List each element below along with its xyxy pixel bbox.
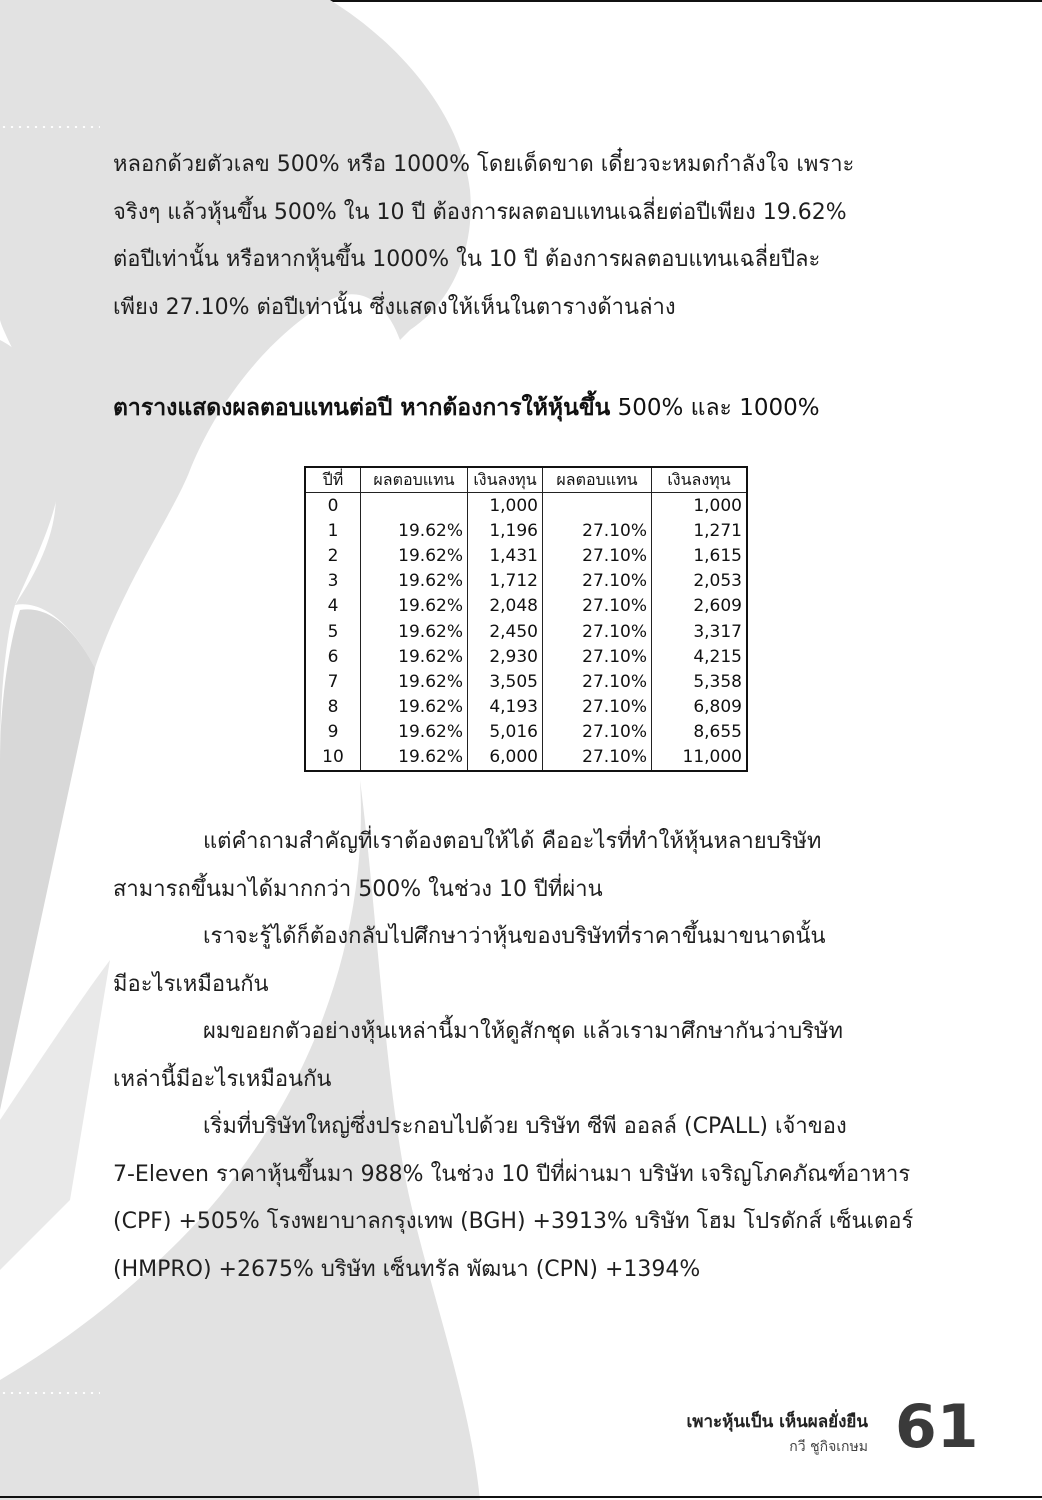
table-row (305, 695, 747, 720)
table-row (305, 518, 747, 543)
book-title: เพาะหุ้นเป็น เห็นผลยั่งยืน (686, 1412, 868, 1432)
body-line: (HMPRO) +2675% บริษัท เซ็นทรัล พัฒนา (CPN) +1394% (113, 1256, 701, 1282)
cell-year: 2 (305, 543, 361, 568)
table-title-bold: ตารางแสดงผลตอบแทนต่อปี หากต้องการให้หุ้นขึ้น (113, 395, 611, 421)
cell-investment-500: 4,193 (468, 695, 543, 720)
cell-return-1000: 27.10% (543, 569, 652, 594)
cell-year: 3 (305, 569, 361, 594)
body-line: 7-Eleven ราคาหุ้นขึ้นมา 988% ในช่วง 10 ปีที่ผ่านมา บริษัท เจริญโภคภัณฑ์อาหาร (113, 1161, 911, 1187)
cell-return-1000: 27.10% (543, 543, 652, 568)
body-paragraph-4 (113, 1103, 951, 1293)
cell-year: 9 (305, 720, 361, 745)
cell-investment-1000: 6,809 (652, 695, 748, 720)
header-return-500: ผลตอบแทน (361, 467, 468, 493)
cell-year: 1 (305, 518, 361, 543)
cell-year: 10 (305, 745, 361, 771)
cell-investment-1000: 1,000 (652, 493, 748, 519)
table-row (305, 644, 747, 669)
cell-year: 5 (305, 619, 361, 644)
cell-investment-1000: 2,053 (652, 569, 748, 594)
cell-return-500: 19.62% (361, 745, 468, 771)
book-author: กวี ชูกิจเกษม (789, 1439, 868, 1455)
cell-investment-500: 1,196 (468, 518, 543, 543)
cell-return-500: 19.62% (361, 720, 468, 745)
table-row (305, 594, 747, 619)
table-title-rest: 500% และ 1000% (610, 395, 820, 421)
table-row (305, 720, 747, 745)
cell-investment-500: 2,930 (468, 644, 543, 669)
cell-investment-1000: 1,615 (652, 543, 748, 568)
cell-return-500: 19.62% (361, 695, 468, 720)
cell-year: 4 (305, 594, 361, 619)
cell-return-500: 19.62% (361, 543, 468, 568)
cell-investment-500: 2,048 (468, 594, 543, 619)
cell-return-500: 19.62% (361, 569, 468, 594)
table-row (305, 543, 747, 568)
intro-line: เพียง 27.10% ต่อปีเท่านั้น ซึ่งแสดงให้เห็นในตารางด้านล่าง (113, 294, 676, 320)
body-line: แต่คำถามสำคัญที่เราต้องตอบให้ได้ คืออะไรที่ทำให้หุ้นหลายบริษัท (203, 829, 822, 854)
cell-return-1000: 27.10% (543, 720, 652, 745)
table-row (305, 493, 747, 519)
cell-return-1000: 27.10% (543, 745, 652, 771)
cell-investment-500: 3,505 (468, 669, 543, 694)
body-paragraph-3 (113, 1008, 951, 1103)
cell-investment-500: 1,000 (468, 493, 543, 519)
table-row (305, 569, 747, 594)
body-line: เริ่มที่บริษัทใหญ่ซึ่งประกอบไปด้วย บริษัท ซีพี ออลล์ (CPALL) เจ้าของ (203, 1114, 847, 1139)
cell-investment-1000: 5,358 (652, 669, 748, 694)
cell-return-500: 19.62% (361, 619, 468, 644)
cell-investment-500: 1,712 (468, 569, 543, 594)
cell-investment-500: 5,016 (468, 720, 543, 745)
body-line: (CPF) +505% โรงพยาบาลกรุงเทพ (BGH) +3913% บริษัท โฮม โปรดักส์ เซ็นเตอร์ (113, 1209, 914, 1234)
intro-paragraph (113, 141, 951, 331)
cell-return-500: 19.62% (361, 594, 468, 619)
cell-return-1000: 27.10% (543, 695, 652, 720)
cell-investment-1000: 2,609 (652, 594, 748, 619)
cell-investment-1000: 8,655 (652, 720, 748, 745)
table-header-row (305, 467, 747, 493)
cell-investment-500: 1,431 (468, 543, 543, 568)
cell-return-500: 19.62% (361, 644, 468, 669)
header-investment-500: เงินลงทุน (468, 467, 543, 493)
cell-investment-1000: 1,271 (652, 518, 748, 543)
body-line: มีอะไรเหมือนกัน (113, 971, 269, 997)
cell-year: 6 (305, 644, 361, 669)
body-line: เหล่านี้มีอะไรเหมือนกัน (113, 1066, 332, 1092)
header-investment-1000: เงินลงทุน (652, 467, 748, 493)
table-row (305, 745, 747, 771)
cell-return-1000: 27.10% (543, 669, 652, 694)
cell-investment-1000: 11,000 (652, 745, 748, 771)
body-line: ผมขอยกตัวอย่างหุ้นเหล่านี้มาให้ดูสักชุด แล้วเรามาศึกษากันว่าบริษัท (203, 1019, 844, 1044)
cell-return-500: 19.62% (361, 669, 468, 694)
cell-return-1000: 27.10% (543, 594, 652, 619)
cell-investment-1000: 4,215 (652, 644, 748, 669)
cell-year: 7 (305, 669, 361, 694)
cell-return-500 (361, 493, 468, 519)
table-title (113, 390, 953, 426)
body-line: สามารถขึ้นมาได้มากกว่า 500% ในช่วง 10 ปีที่ผ่าน (113, 876, 603, 902)
intro-line: หลอกด้วยตัวเลข 500% หรือ 1000% โดยเด็ดขาด เดี๋ยวจะหมดกำลังใจ เพราะ (113, 152, 855, 177)
returns-table (304, 466, 748, 772)
page-number: 61 (895, 1392, 979, 1462)
table-row (305, 619, 747, 644)
cell-return-1000 (543, 493, 652, 519)
cell-return-1000: 27.10% (543, 644, 652, 669)
body-paragraph-1 (113, 818, 951, 913)
cell-year: 8 (305, 695, 361, 720)
body-line: เราจะรู้ได้ก็ต้องกลับไปศึกษาว่าหุ้นของบริษัทที่ราคาขึ้นมาขนาดนั้น (203, 924, 826, 949)
cell-investment-500: 6,000 (468, 745, 543, 771)
body-paragraph-2 (113, 913, 951, 1008)
table-row (305, 669, 747, 694)
header-year: ปีที่ (305, 467, 361, 493)
cell-investment-500: 2,450 (468, 619, 543, 644)
cell-return-500: 19.62% (361, 518, 468, 543)
cell-investment-1000: 3,317 (652, 619, 748, 644)
cell-return-1000: 27.10% (543, 518, 652, 543)
cell-return-1000: 27.10% (543, 619, 652, 644)
intro-line: ต่อปีเท่านั้น หรือหากหุ้นขึ้น 1000% ใน 10 ปี ต้องการผลตอบแทนเฉลี่ยปีละ (113, 247, 821, 272)
header-return-1000: ผลตอบแทน (543, 467, 652, 493)
cell-year: 0 (305, 493, 361, 519)
intro-line: จริงๆ แล้วหุ้นขึ้น 500% ใน 10 ปี ต้องการผลตอบแทนเฉลี่ยต่อปีเพียง 19.62% (113, 199, 847, 225)
